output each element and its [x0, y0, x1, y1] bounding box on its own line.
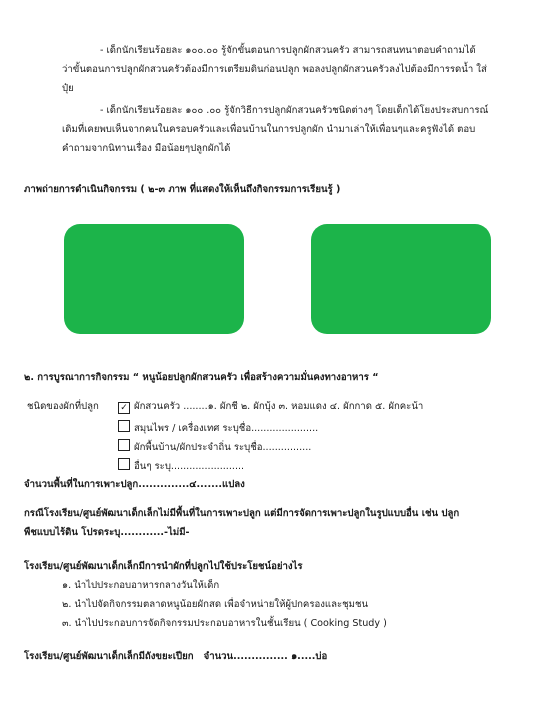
- veg-option-herbs[interactable]: [118, 420, 318, 437]
- usage-heading: โรงเรียน/ศูนย์พัฒนาเด็กเล็กมีการนำผักที่ปลูกไปใช้ประโยชน์อย่างไร: [24, 561, 303, 572]
- no-area-line-1: กรณีโรงเรียน/ศูนย์พัฒนาเด็กเล็กไม่มีพื้นที่ในการเพาะปลูก แต่มีการจัดการเพาะปลูกในรูปแบบอื่น เช่น ปลูก: [24, 508, 460, 519]
- usage-item-3: ๓. นำไปประกอบการจัดกิจกรรมประกอบอาหารในชั้นเรียน ( Cooking Study ): [62, 618, 387, 629]
- compost-bin-label: โรงเรียน/ศูนย์พัฒนาเด็กเล็กมีถังขยะเปียก: [24, 651, 194, 662]
- checkbox-local-veg[interactable]: [118, 439, 130, 451]
- checkbox-herbs[interactable]: [118, 420, 130, 432]
- veg-option-local-text: ผักพื้นบ้าน/ผักประจำถิ่น ระบุชื่อ................: [134, 442, 312, 453]
- usage-item-1: ๑. นำไปประกอบอาหารกลางวันให้เด็ก: [62, 580, 220, 591]
- outcome-1-line-2: ว่าขั้นตอนการปลูกผักสวนครัวต้องมีการเตรียมดินก่อนปลูก พอลงปลูกผักสวนครัวลงไปต้องมีการรดน้ำ ใส่: [62, 64, 487, 75]
- outcome-2-line-2: เดิมที่เคยพบเห็นจากคนในครอบครัวและเพื่อนบ้านในการปลูกผัก นำมาเล่าให้เพื่อนๆและครูฟังได้ ตอบ: [62, 124, 476, 135]
- checkbox-other[interactable]: [118, 458, 130, 470]
- activity-photo-1: [64, 224, 244, 334]
- veg-option-local[interactable]: [118, 439, 311, 456]
- checkbox-kitchen-veg[interactable]: ✓: [118, 402, 130, 414]
- veg-option-herbs-text: สมุนไพร / เครื่องเทศ ระบุชื่อ......................: [134, 423, 319, 434]
- compost-bin-line: [24, 650, 327, 665]
- photo-section-heading: ภาพถ่ายการดำเนินกิจกรรม ( ๒-๓ ภาพ ที่แสดงให้เห็นถึงกิจกรรมการเรียนรู้ ): [24, 184, 341, 195]
- compost-bin-count: จำนวน............... ๑.....บ่อ: [203, 651, 328, 662]
- outcome-1-line-3: ปุ๋ย: [62, 83, 74, 94]
- outcome-2-line-3: คำถามจากนิทานเรื่อง มือน้อยๆปลูกผักได้: [62, 143, 231, 154]
- usage-item-2: ๒. นำไปจัดกิจกรรมตลาดหนูน้อยผักสด เพื่อจำหน่ายให้ผู้ปกครองและชุมชน: [62, 599, 369, 610]
- plot-count: จำนวนพื้นที่ในการเพาะปลูก..............๔.......แปลง: [24, 479, 245, 490]
- activity-photo-2: [311, 224, 491, 334]
- no-area-line-2: พืชแบบไร้ดิน โปรดระบุ............-ไม่มี-: [24, 527, 190, 538]
- outcome-1-line-1: - เด็กนักเรียนร้อยละ ๑๐๐.๐๐ รู้จักขั้นตอนการปลูกผักสวนครัว สามารถสนทนาตอบคำถามได้: [100, 45, 476, 56]
- veg-types-label: ชนิดของผักที่ปลูก: [27, 401, 99, 412]
- veg-option-kitchen-text: ผักสวนครัว ........๑. ผักชี ๒. ผักบุ้ง ๓. หอมแดง ๔. ผักกาด ๕. ผักคะน้า: [134, 401, 424, 412]
- veg-option-other[interactable]: [118, 458, 244, 475]
- veg-option-kitchen[interactable]: [118, 400, 423, 415]
- integration-heading: ๒. การบูรณาการกิจกรรม “ หนูน้อยปลูกผักสวนครัว เพื่อสร้างความมั่นคงทางอาหาร “: [24, 372, 379, 383]
- veg-option-other-text: อื่นๆ ระบุ........................: [134, 461, 245, 472]
- outcome-2-line-1: - เด็กนักเรียนร้อยละ ๑๐๐ .๐๐ รู้จักวิธีการปลูกผักสวนครัวชนิดต่างๆ โดยเด็กได้โยงประสบการณ์: [100, 105, 489, 116]
